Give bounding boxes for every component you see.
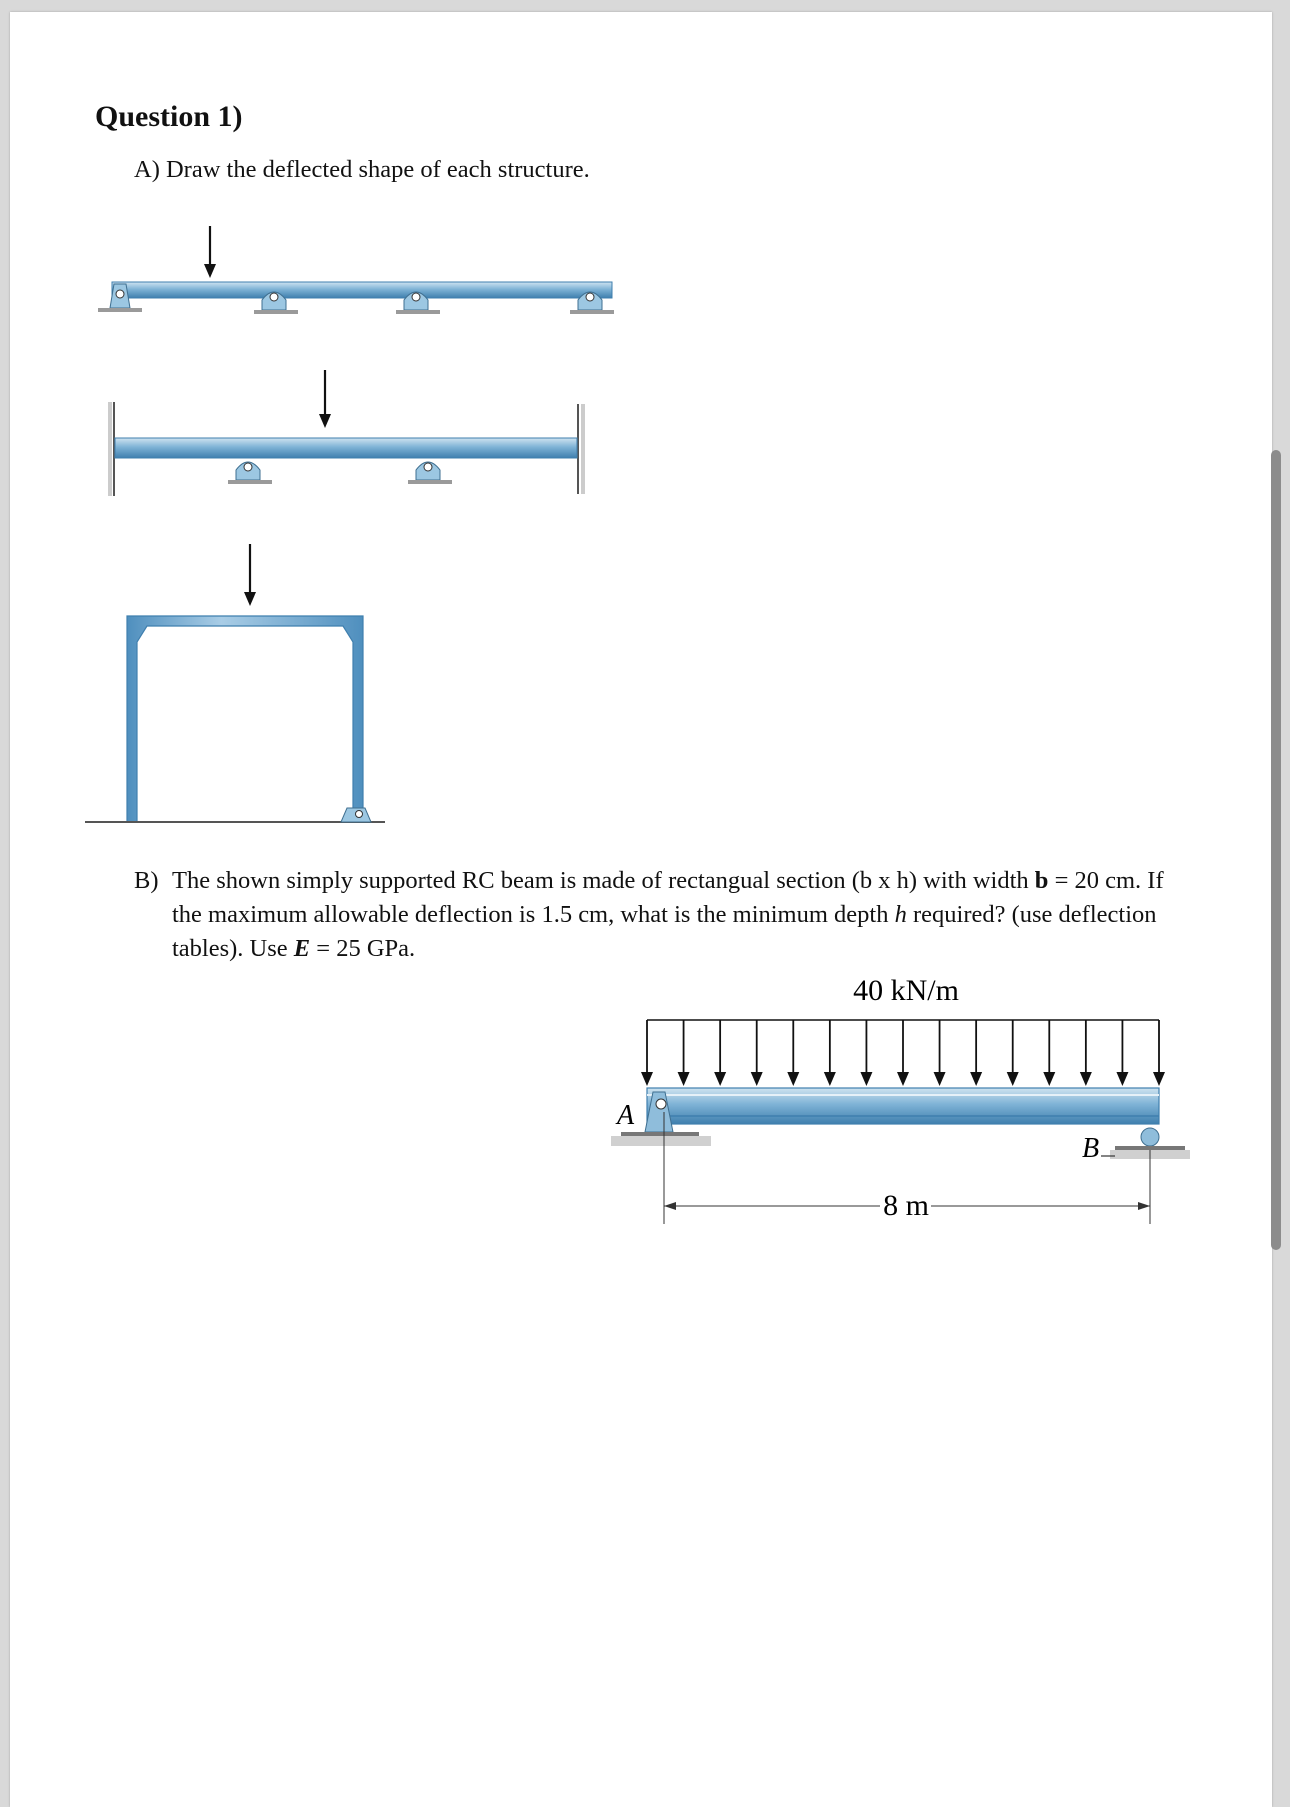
text-run: tables). Use — [172, 935, 294, 962]
scrollbar[interactable] — [1271, 450, 1281, 1250]
load-arrow-head — [1080, 1072, 1092, 1086]
text-run: the maximum allowable deflection is 1.5 cm, what is the minimum depth — [172, 901, 895, 928]
structure-3-portal-frame — [85, 532, 405, 832]
load-arrow-head — [1007, 1072, 1019, 1086]
load-arrow-head — [1153, 1072, 1165, 1086]
structure-1-continuous-beam — [90, 212, 630, 322]
rocker-support — [228, 462, 272, 484]
text-run: b — [1034, 867, 1049, 894]
text-run: E — [293, 935, 311, 962]
text-run: h — [894, 901, 907, 928]
document-page — [10, 12, 1272, 1807]
text-run: = 25 GPa. — [310, 935, 416, 962]
load-arrow-head — [970, 1072, 982, 1086]
load-arrow-head — [897, 1072, 909, 1086]
part-a-label: A) — [134, 156, 160, 183]
part-b-statement — [134, 864, 1224, 966]
load-label: 40 kN/m — [853, 974, 959, 1007]
part-b-line-1 — [172, 864, 1224, 898]
text-run: The shown simply supported RC beam is made of rectangual section (b x h) with width — [172, 867, 1035, 894]
support-a-label: A — [617, 1100, 635, 1131]
rocker-support — [408, 462, 452, 484]
beam — [112, 282, 612, 298]
pin-support — [341, 808, 371, 822]
text-run: required? (use deflection — [906, 901, 1157, 928]
beam — [647, 1088, 1159, 1124]
frame — [127, 616, 363, 822]
load-arrow-head — [1043, 1072, 1055, 1086]
text-run: = 20 cm. If — [1048, 867, 1164, 894]
span-label: 8 m — [883, 1189, 929, 1222]
part-a-statement — [134, 156, 590, 184]
part-b-line-3 — [172, 932, 1224, 966]
part-b-line-2 — [172, 898, 1224, 932]
load-arrow-head — [1116, 1072, 1128, 1086]
load-arrow-head — [751, 1072, 763, 1086]
question-title: Question 1) — [95, 100, 243, 133]
load-arrow-head — [860, 1072, 872, 1086]
part-b-label: B) — [134, 867, 159, 894]
load-arrow-head — [714, 1072, 726, 1086]
distributed-load — [641, 1020, 1165, 1086]
load-arrow-head — [787, 1072, 799, 1086]
support-b-label: B — [1082, 1133, 1100, 1164]
part-a-text: Draw the deflected shape of each structure. — [165, 156, 590, 183]
load-arrow-head — [824, 1072, 836, 1086]
simply-supported-beam-figure — [595, 962, 1195, 1222]
load-arrow-head — [678, 1072, 690, 1086]
load-arrow-head — [934, 1072, 946, 1086]
beam — [115, 438, 577, 458]
structure-2-fixed-beam — [100, 360, 600, 500]
load-arrow-head — [641, 1072, 653, 1086]
